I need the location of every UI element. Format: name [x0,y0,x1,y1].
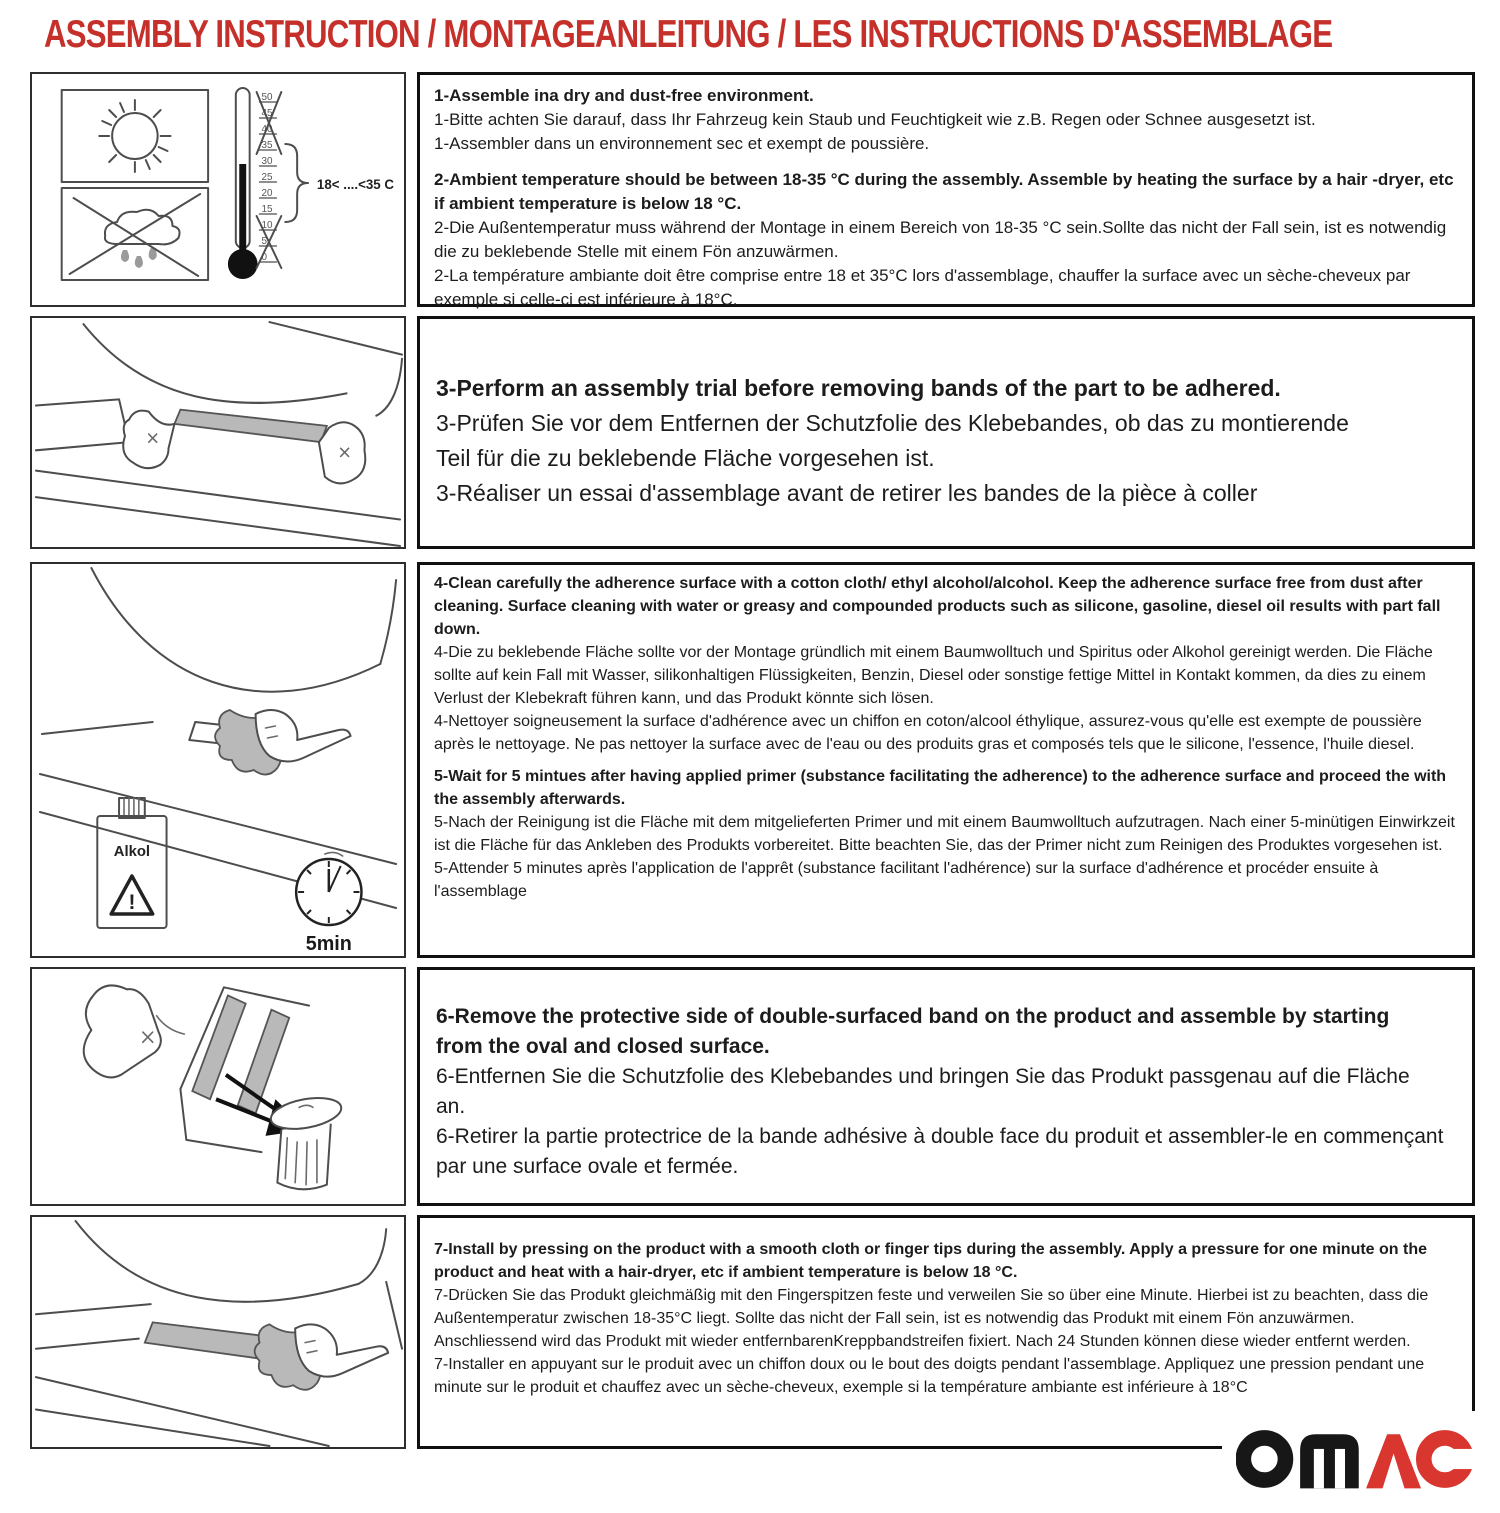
sill-trim-strip [174,410,326,443]
svg-text:10: 10 [261,219,273,232]
no-rain-icon [70,194,201,276]
svg-text:15: 15 [261,203,273,216]
figure-assembly-trial [30,316,406,549]
section-6-de: 6-Entfernen Sie die Schutzfolie des Klebebandes und bringen Sie das Produkt passgenau auf die Fläche an. [436,1065,1410,1118]
environment-conditions-illustration [32,74,404,305]
temp-range-label: 18< ....<35 C [316,176,395,193]
section-6 [436,1002,1456,1182]
svg-text:45: 45 [261,107,273,120]
section-7-en: 7-Install by pressing on the product with a smooth cloth or finger tips during the assembly. Apply a pressure for one minute on the product and heat with a hair-dryer, etc if ambient temperature is below 18 °C. [434,1241,1427,1281]
text-box-6 [417,967,1475,1206]
section-4-de: 4-Die zu beklebende Fläche sollte vor der Montage gründlich mit einem Baumwolltuch und Spiritus oder Alkohol gereinigt werden. Die Fläche sollte auf kein Fall mit Wasser, silikonhaltigen Flüssigkeiten, Benzin, Diesel oder sonstige fettige Mittel in Kontakt kommen, da dies zu einem Verlust der Klebekraft führen kann, und das Produkt könnte sich lösen. [434,644,1433,707]
section-5-fr: 5-Attender 5 minutes après l'application de l'apprêt (substance facilitant l'adhérence) sur la surface d'adhérence et procéder ensuite à l'assemblage [434,860,1379,900]
page-title: ASSEMBLY INSTRUCTION / MONTAGEANLEITUNG / LES INSTRUCTIONS D'ASSEMBLAGE [44,13,1333,56]
section-7-fr: 7-Installer en appuyant sur le produit avec un chiffon doux ou le bout des doigts pendant l'assemblage. Appliquez une pression pendant une minute sur le produit et chauffez avec un sèche-cheveux, exemple si la température ambiante est inférieure à 18°C [434,1356,1425,1396]
figure-environment-conditions [30,72,406,307]
figure-press-product [30,1215,406,1449]
omac-logo [1222,1411,1500,1513]
section-4 [434,572,1458,756]
logo-letter-c [1424,1438,1476,1480]
section-2-en: 2-Ambient temperature should be between 18-35 °C during the assembly. Assemble by heating the surface by a hair -dryer, etc if ambient temperature is below 18 °C. [434,170,1454,213]
text-box-1-2 [417,72,1475,307]
section-6-fr: 6-Retirer la partie protectrice de la bande adhésive à double face du produit et assembler-le en commençant par une surface ovale et fermée. [436,1125,1444,1178]
hand-with-cloth [215,710,351,775]
clock-label: 5min [305,932,352,956]
svg-text:50: 50 [261,91,273,104]
section-4-en: 4-Clean carefully the adherence surface with a cotton cloth/ ethyl alcohol/alcohol. Keep the adherence surface free from dust after cleaning. Surface cleaning with water or greasy and compounded products such as silicone, gasoline, diesel oil results with part fall down. [434,575,1441,638]
peeling-hand [84,985,185,1077]
sun-icon [99,100,170,172]
logo-letter-o [1243,1438,1285,1480]
section-2 [434,168,1458,312]
text-box-4-5 [417,562,1475,958]
section-5-de: 5-Nach der Reinigung ist die Fläche mit dem mitgelieferten Primer und mit einem Baumwolltuch aufzutragen. Nach einer 5-minütigen Einwirkzeit ist die Fläche für das Ankleben des Produkts vorbereitet. Bitte beachten Sie, das der Primer nicht zum Reinigen des Produktes vorgesehen ist. [434,814,1455,854]
section-5 [434,765,1458,903]
section-3-fr: 3-Réaliser un essai d'assemblage avant de retirer les bandes de la pièce à coller [436,480,1258,506]
assembly-trial-illustration [32,318,404,547]
trash-can-icon [269,1093,344,1189]
svg-text:5: 5 [261,235,268,248]
svg-text:35: 35 [261,139,273,152]
text-box-3 [417,316,1475,549]
svg-text:40: 40 [261,123,273,136]
protective-strip-2 [238,1010,289,1114]
omac-logo-graphic [1236,1427,1476,1491]
section-7 [434,1238,1458,1399]
instruction-rows [30,72,1475,1449]
warning-exclamation: ! [128,890,136,915]
row-environment-temperature [30,72,1475,307]
remove-band-illustration [32,969,404,1204]
section-3-en: 3-Perform an assembly trial before removing bands of the part to be adhered. [436,375,1281,401]
logo-letter-a [1366,1434,1421,1488]
section-1-fr: 1-Assembler dans un environnement sec et exempt de poussière. [434,134,930,153]
svg-text:25: 25 [261,171,273,184]
svg-text:0: 0 [261,251,268,264]
row-assembly-trial [30,316,1475,549]
section-5-en: 5-Wait for 5 mintues after having applied primer (substance facilitating the adherence) to the adherence surface and proceed the with the assembly afterwards. [434,768,1447,808]
clock-5min-icon [296,852,361,955]
figure-remove-protective-band [30,967,406,1206]
row-remove-band [30,967,1475,1206]
section-4-fr: 4-Nettoyer soigneusement la surface d'adhérence avec un chiffon en coton/alcool éthylique, assurez-vous qu'elle est exempte de poussière après le nettoyage. Ne pas nettoyer la surface avec de l'eau ou des produits gras et composés tels que le silicone, l'essence, l'huile diesel. [434,713,1422,753]
section-2-fr: 2-La température ambiante doit être comprise entre 18 et 35°C lors d'assemblage, chauffer la surface avec un sèche-cheveux par exemple si celle-ci est inférieure à 18°C. [434,266,1411,309]
logo-letter-m [1300,1434,1359,1488]
row-clean-and-primer [30,562,1475,958]
section-1-en: 1-Assemble ina dry and dust-free environment. [434,86,814,105]
right-hand [319,422,365,483]
section-6-en: 6-Remove the protective side of double-surfaced band on the product and assemble by starting from the oval and closed surface. [436,1005,1390,1058]
section-3 [436,371,1456,511]
svg-text:30: 30 [261,155,273,168]
left-hand [123,411,174,469]
bottle-label: Alkol [113,842,151,861]
section-3-de: 3-Prüfen Sie vor dem Entfernen der Schutzfolie des Klebebandes, ob das zu montierende Teil für die zu beklebende Fläche vorgesehen ist. [436,410,1349,471]
pressing-hand-with-cloth [255,1324,389,1389]
section-1-de: 1-Bitte achten Sie darauf, dass Ihr Fahrzeug kein Staub und Feuchtigkeit wie z.B. Regen oder Schnee ausgesetzt ist. [434,110,1316,129]
thermometer-icon [228,88,258,279]
alcohol-bottle-icon [97,798,166,928]
installed-trim-strip [145,1322,270,1358]
assembly-instruction-sheet [0,13,1500,1513]
press-product-illustration [32,1217,404,1447]
section-7-de: 7-Drücken Sie das Produkt gleichmäßig mit den Fingerspitzen feste und verweilen Sie so über eine Minute. Hierbei ist zu beachten, dass die Außentemperatur zwischen 18-35°C liegt. Sollte das nicht der Fall sein, ist es notwendig das Produkt mit einem Fön anzuwärmen. Anschliessend wird das Produkt mit wieder entfernbarenKreppbandstreifen fixiert. Nach 24 Stunden können diese wieder entfernt werden. [434,1287,1429,1350]
thermometer-scale [257,92,282,268]
cleaning-surface-illustration [32,564,404,956]
figure-cleaning-surface [30,562,406,958]
section-1 [434,84,1458,156]
section-2-de: 2-Die Außentemperatur muss während der Montage in einem Bereich von 18-35 °C sein.Sollte das nicht der Fall sein, ist es notwendig die zu beklebende Stelle mit einem Fön anzuwärmen. [434,218,1447,261]
range-brace [285,144,308,222]
svg-text:20: 20 [261,187,273,200]
